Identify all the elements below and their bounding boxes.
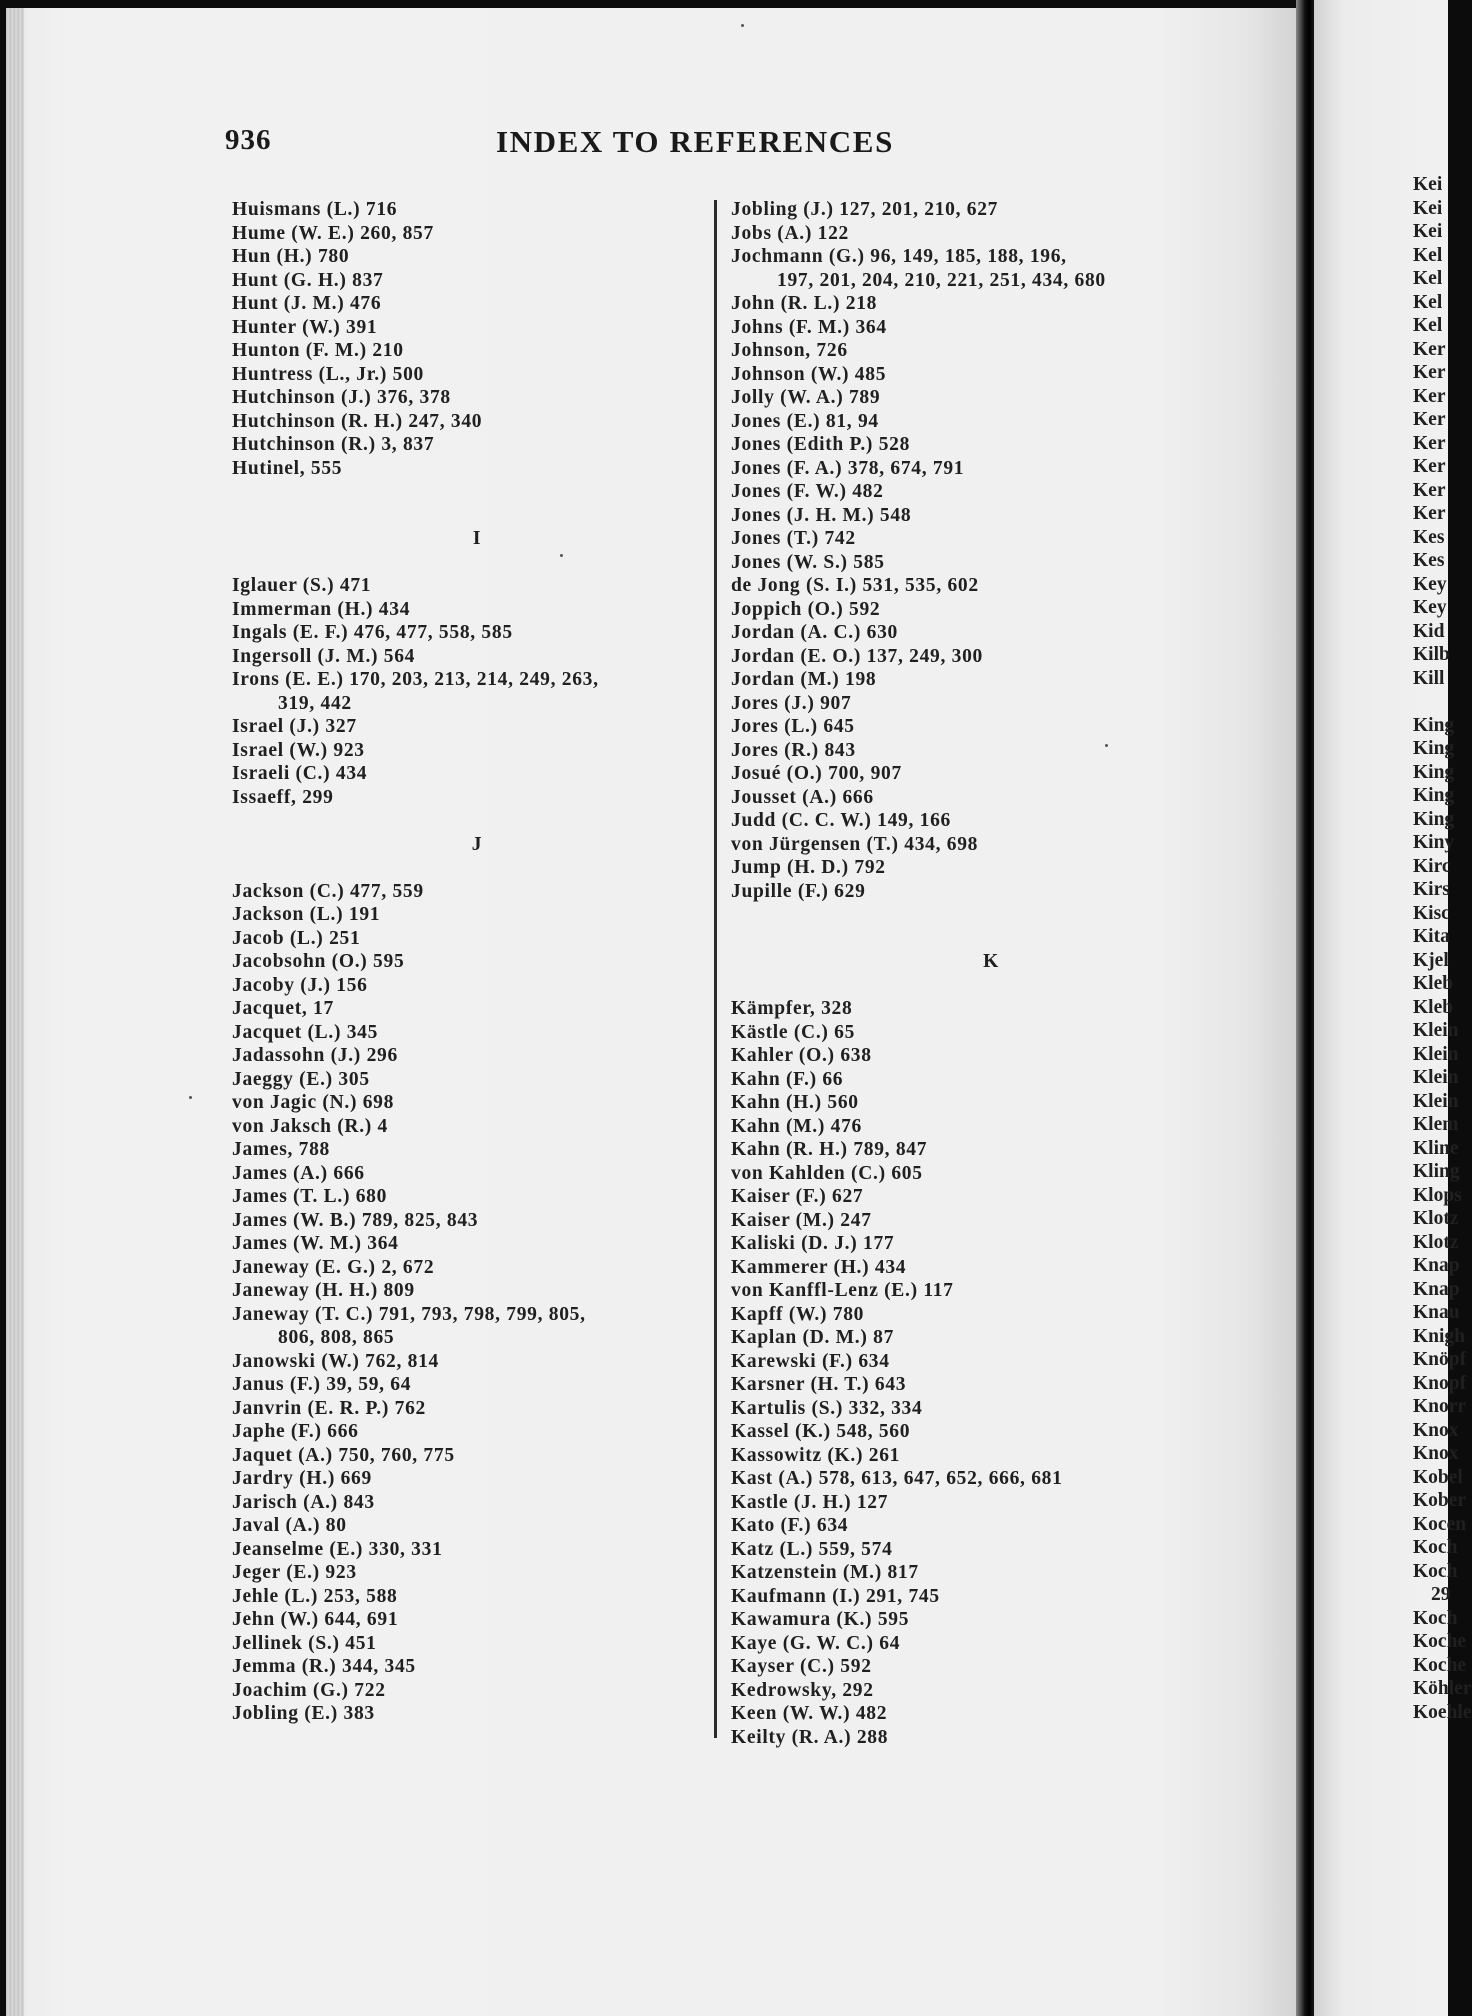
spacer	[232, 551, 722, 575]
facing-page-entry-fragment: Kel	[1413, 315, 1443, 336]
index-entry: Joppich (O.) 592	[731, 598, 881, 620]
index-entry: Irons (E. E.) 170, 203, 213, 214, 249, 263,	[232, 669, 599, 690]
facing-page-entry-fragment: Klops	[1413, 1184, 1462, 1206]
index-entry: Jump (H. D.) 792	[731, 857, 886, 878]
facing-page-entry-fragment: Kita	[1413, 926, 1450, 947]
index-entry: von Jürgensen (T.) 434, 698	[731, 833, 979, 855]
index-entry: James (W. B.) 789, 825, 843	[232, 1209, 479, 1231]
index-entry: Jordan (A. C.) 630	[731, 622, 898, 643]
index-entry: Jackson (C.) 477, 559	[232, 880, 424, 902]
column-divider	[714, 200, 717, 1738]
facing-page-entry-fragment: Kes	[1413, 550, 1445, 571]
facing-page-entry-fragment: Klotz	[1413, 1231, 1459, 1253]
index-entry: Israel (J.) 327	[232, 716, 357, 737]
index-entry: Hun (H.) 780	[232, 246, 350, 267]
index-entry: Kästle (C.) 65	[731, 1021, 856, 1043]
index-entry: Katz (L.) 559, 574	[731, 1538, 893, 1560]
facing-page-entry-fragment: Koch	[1413, 1537, 1458, 1558]
facing-page-entry-fragment: King	[1413, 808, 1455, 830]
facing-page-entry-fragment: King	[1413, 738, 1455, 759]
index-entry: Jeanselme (E.) 330, 331	[232, 1538, 443, 1560]
index-entry: James (T. L.) 680	[232, 1186, 388, 1207]
index-entry: Kaiser (F.) 627	[731, 1186, 864, 1207]
index-entry: Judd (C. C. W.) 149, 166	[731, 810, 951, 831]
facing-page-entry-fragment: Kel	[1413, 268, 1443, 289]
index-entry: Jacoby (J.) 156	[232, 974, 368, 996]
index-entry: de Jong (S. I.) 531, 535, 602	[731, 575, 979, 596]
index-entry: Jousset (A.) 666	[731, 786, 874, 808]
facing-page-entry-fragment: Kel	[1413, 291, 1443, 313]
facing-page-entry-fragment: Knopf	[1413, 1372, 1467, 1394]
index-entry: Jobling (J.) 127, 201, 210, 627	[731, 199, 999, 220]
facing-page-entry-fragment: Knigh	[1413, 1325, 1466, 1347]
facing-page-entry-fragment: Knox	[1413, 1419, 1459, 1441]
index-entry: Kaliski (D. J.) 177	[731, 1233, 895, 1254]
index-entry: Kahn (F.) 66	[731, 1068, 844, 1090]
facing-page-entry-fragment: Klotz	[1413, 1208, 1459, 1229]
paper-speck	[189, 1096, 192, 1099]
index-entry: Huntress (L., Jr.) 500	[232, 363, 424, 385]
index-entry: Kawamura (K.) 595	[731, 1609, 910, 1630]
index-entry: Jellinek (S.) 451	[232, 1632, 377, 1654]
index-entry-continuation: 197, 201, 204, 210, 221, 251, 434, 680	[777, 269, 1106, 291]
index-entry: Hutinel, 555	[232, 457, 343, 479]
paper-speck	[741, 24, 744, 27]
index-entry: Jadassohn (J.) 296	[232, 1045, 398, 1066]
index-entry-continuation: 806, 808, 865	[278, 1327, 395, 1348]
facing-page-entry-fragment: Kline	[1413, 1137, 1459, 1159]
index-entry: Jackson (L.) 191	[232, 904, 381, 925]
index-entry: Jobling (E.) 383	[232, 1703, 375, 1724]
index-entry: Jordan (M.) 198	[731, 669, 877, 690]
index-entry: Jeger (E.) 923	[232, 1562, 357, 1583]
index-entry: Jaeggy (E.) 305	[232, 1068, 370, 1090]
index-entry: Kastle (J. H.) 127	[731, 1491, 889, 1513]
index-entry: Johns (F. M.) 364	[731, 316, 887, 338]
facing-page-entry-fragment: 29	[1431, 1584, 1451, 1605]
index-entry: Janus (F.) 39, 59, 64	[232, 1374, 412, 1395]
index-entry: Jupille (F.) 629	[731, 880, 866, 902]
facing-page-entry-fragment: Ker	[1413, 338, 1446, 360]
index-entry: Hunton (F. M.) 210	[232, 340, 404, 361]
index-entry: Kahn (R. H.) 789, 847	[731, 1139, 928, 1160]
running-head: INDEX TO REFERENCES	[496, 124, 894, 159]
index-entry: Karsner (H. T.) 643	[731, 1374, 907, 1395]
index-entry: Kapff (W.) 780	[731, 1303, 865, 1325]
index-entry: Kartulis (S.) 332, 334	[731, 1397, 923, 1419]
section-letter: I	[472, 528, 482, 549]
facing-page-column-fragment	[1413, 173, 1472, 1724]
facing-page-entry-fragment: Kel	[1413, 244, 1443, 266]
index-entry: Hutchinson (R.) 3, 837	[232, 434, 435, 455]
index-entry: Kast (A.) 578, 613, 647, 652, 666, 681	[731, 1468, 1063, 1489]
index-entry: Israeli (C.) 434	[232, 763, 368, 784]
index-entry: Keen (W. W.) 482	[731, 1703, 888, 1724]
facing-page-entry-fragment: Knau	[1413, 1302, 1460, 1323]
index-entry: Kaiser (M.) 247	[731, 1209, 872, 1231]
facing-page-entry-fragment: Knorr	[1413, 1396, 1467, 1417]
facing-page-entry-fragment: Klein	[1413, 1020, 1459, 1041]
spacer	[232, 480, 722, 527]
facing-page-entry-fragment: Klein	[1413, 1067, 1459, 1088]
facing-page-entry-fragment: Koch	[1413, 1607, 1458, 1629]
index-entry: Hutchinson (J.) 376, 378	[232, 387, 451, 408]
paper-speck	[560, 554, 563, 557]
facing-page-entry-fragment: Kober	[1413, 1490, 1467, 1511]
index-entry: Jarisch (A.) 843	[232, 1491, 375, 1513]
spacer	[232, 856, 722, 880]
index-entry: Jones (E.) 81, 94	[731, 410, 879, 432]
facing-page-entry-fragment: Key	[1413, 597, 1447, 618]
index-entry: Jacquet, 17	[232, 998, 334, 1019]
index-entry: Kaye (G. W. C.) 64	[731, 1632, 901, 1654]
index-entry: Jacobsohn (O.) 595	[232, 951, 405, 972]
index-entry: Janeway (E. G.) 2, 672	[232, 1256, 435, 1278]
index-entry: Hunt (G. H.) 837	[232, 269, 384, 291]
facing-page-entry-fragment: Kleb	[1413, 996, 1454, 1018]
facing-page-entry-fragment: Kei	[1413, 221, 1443, 242]
index-entry: Jones (J. H. M.) 548	[731, 504, 912, 526]
index-entry: Jones (F. W.) 482	[731, 481, 884, 502]
index-entry: John (R. L.) 218	[731, 293, 878, 314]
paper-speck	[1105, 744, 1108, 747]
index-entry: Issaeff, 299	[232, 786, 334, 808]
index-entry: Kayser (C.) 592	[731, 1656, 872, 1677]
facing-page-entry-fragment: Kiny	[1413, 832, 1455, 853]
index-entry: Kaplan (D. M.) 87	[731, 1327, 895, 1348]
facing-page-entry-fragment: Kilb	[1413, 644, 1450, 665]
facing-page-entry-fragment: Ker	[1413, 432, 1446, 454]
index-entry: Jacob (L.) 251	[232, 927, 361, 949]
index-column-right	[731, 198, 1251, 1749]
index-entry: Jehn (W.) 644, 691	[232, 1609, 399, 1630]
facing-page-entry-fragment: Kill	[1413, 667, 1445, 689]
facing-page-entry-fragment: Ker	[1413, 409, 1446, 430]
index-entry: von Jagic (N.) 698	[232, 1092, 395, 1113]
index-entry: Jaquet (A.) 750, 760, 775	[232, 1444, 455, 1466]
index-entry: Javal (A.) 80	[232, 1515, 347, 1536]
index-entry: Jones (W. S.) 585	[731, 551, 885, 573]
facing-page-entry-fragment: Ker	[1413, 385, 1446, 407]
index-entry: Kahn (M.) 476	[731, 1115, 862, 1137]
facing-page-entry-fragment: Klein	[1413, 1090, 1459, 1112]
facing-page-entry-fragment: Knap	[1413, 1255, 1460, 1276]
index-entry: Kedrowsky, 292	[731, 1679, 874, 1701]
facing-page-entry-fragment: Kleb	[1413, 973, 1454, 994]
facing-page-entry-fragment: Kirs	[1413, 879, 1450, 900]
facing-page-entry-fragment: Ker	[1413, 503, 1446, 524]
facing-page-entry-fragment: Koehle	[1413, 1701, 1472, 1723]
index-entry: Janvrin (E. R. P.) 762	[232, 1397, 426, 1419]
facing-page-entry-fragment: Klein	[1413, 1043, 1459, 1065]
index-entry: Japhe (F.) 666	[232, 1421, 359, 1442]
index-entry: Huismans (L.) 716	[232, 199, 398, 220]
facing-page-entry-fragment: Koch	[1413, 1560, 1458, 1582]
index-entry: Katzenstein (M.) 817	[731, 1562, 919, 1583]
section-letter: J	[471, 833, 483, 855]
page-edge	[6, 8, 24, 2016]
page-number: 936	[225, 124, 272, 156]
index-entry: Jochmann (G.) 96, 149, 185, 188, 196,	[731, 246, 1067, 267]
index-entry: Hume (W. E.) 260, 857	[232, 222, 434, 244]
index-entry: Kaufmann (I.) 291, 745	[731, 1585, 940, 1607]
index-entry: Jones (F. A.) 378, 674, 791	[731, 457, 965, 479]
index-entry: Kassel (K.) 548, 560	[731, 1421, 911, 1442]
facing-page-entry-fragment: Ker	[1413, 362, 1446, 383]
spacer	[232, 809, 722, 833]
index-entry: Ingals (E. F.) 476, 477, 558, 585	[232, 622, 513, 643]
spacer	[731, 903, 1251, 950]
index-entry: Hunt (J. M.) 476	[232, 293, 382, 314]
index-entry: Hunter (W.) 391	[232, 316, 378, 338]
index-entry: Jores (R.) 843	[731, 739, 856, 761]
facing-page-entry-fragment: Ker	[1413, 456, 1446, 477]
index-entry: Josué (O.) 700, 907	[731, 763, 902, 784]
index-entry: Kato (F.) 634	[731, 1515, 849, 1536]
index-entry: Janowski (W.) 762, 814	[232, 1350, 440, 1372]
index-entry: von Jaksch (R.) 4	[232, 1115, 388, 1137]
section-letter: K	[983, 951, 999, 972]
index-entry: Jones (T.) 742	[731, 528, 856, 549]
index-entry: Karewski (F.) 634	[731, 1350, 890, 1372]
facing-page-entry-fragment: King	[1413, 761, 1455, 783]
facing-page-entry-fragment: Knox	[1413, 1443, 1459, 1464]
facing-page-entry-fragment: Kjel	[1413, 949, 1449, 971]
index-entry: Jacquet (L.) 345	[232, 1021, 379, 1043]
facing-page-entry-fragment: Kocen	[1413, 1513, 1467, 1535]
index-entry: Jones (Edith P.) 528	[731, 434, 911, 455]
index-entry: Iglauer (S.) 471	[232, 575, 372, 596]
index-entry: Kammerer (H.) 434	[731, 1256, 907, 1278]
index-entry: Hutchinson (R. H.) 247, 340	[232, 410, 483, 432]
facing-page-entry-fragment: Köhler	[1413, 1678, 1472, 1699]
index-entry: Jordan (E. O.) 137, 249, 300	[731, 645, 983, 667]
index-entry: Jobs (A.) 122	[731, 222, 849, 244]
index-entry: Joachim (G.) 722	[232, 1679, 386, 1701]
index-entry-continuation: 319, 442	[278, 692, 352, 714]
index-entry: Jolly (W. A.) 789	[731, 387, 881, 408]
index-entry: Johnson, 726	[731, 340, 848, 361]
index-entry: Kämpfer, 328	[731, 998, 853, 1019]
facing-page-entry-fragment: Kei	[1413, 197, 1443, 219]
spacer	[1413, 690, 1472, 714]
facing-page-entry-fragment: Knap	[1413, 1278, 1460, 1300]
index-entry: Jores (J.) 907	[731, 692, 852, 714]
index-column-left	[232, 198, 722, 1726]
index-entry: Kassowitz (K.) 261	[731, 1444, 901, 1466]
index-entry: Ingersoll (J. M.) 564	[232, 645, 416, 667]
facing-page-entry-fragment: Kei	[1413, 174, 1443, 195]
index-entry: James, 788	[232, 1139, 330, 1160]
index-entry: von Kahlden (C.) 605	[731, 1162, 923, 1184]
facing-page-entry-fragment: Kid	[1413, 620, 1445, 642]
index-entry: Immerman (H.) 434	[232, 598, 411, 620]
facing-page-entry-fragment: Klem	[1413, 1114, 1459, 1135]
index-entry: Jehle (L.) 253, 588	[232, 1585, 398, 1607]
facing-page-entry-fragment: Knöpf	[1413, 1349, 1467, 1370]
facing-page-entry-fragment: Kling	[1413, 1161, 1460, 1182]
facing-page-entry-fragment: Key	[1413, 573, 1447, 595]
facing-page-entry-fragment: Koche	[1413, 1631, 1467, 1652]
spacer	[731, 974, 1251, 998]
index-entry: Janeway (T. C.) 791, 793, 798, 799, 805,	[232, 1303, 586, 1325]
facing-page-entry-fragment: Kisc	[1413, 902, 1450, 924]
index-entry: Jemma (R.) 344, 345	[232, 1656, 416, 1677]
index-entry: Israel (W.) 923	[232, 739, 365, 761]
facing-page-entry-fragment: Kirc	[1413, 855, 1451, 877]
index-entry: von Kanffl-Lenz (E.) 117	[731, 1280, 954, 1301]
facing-page-entry-fragment: King	[1413, 714, 1455, 736]
index-entry: James (W. M.) 364	[232, 1233, 399, 1254]
index-entry: Janeway (H. H.) 809	[232, 1280, 415, 1301]
facing-page-entry-fragment: Kobel	[1413, 1466, 1463, 1488]
index-entry: Kahn (H.) 560	[731, 1092, 859, 1113]
index-entry: James (A.) 666	[232, 1162, 365, 1184]
index-entry: Jardry (H.) 669	[232, 1468, 372, 1489]
facing-page-entry-fragment: King	[1413, 785, 1455, 806]
index-entry: Johnson (W.) 485	[731, 363, 887, 385]
facing-page-entry-fragment: Koche	[1413, 1654, 1467, 1676]
facing-page-entry-fragment: Kes	[1413, 526, 1445, 548]
facing-page-entry-fragment: Ker	[1413, 479, 1446, 501]
index-entry: Jores (L.) 645	[731, 716, 855, 737]
index-entry: Keilty (R. A.) 288	[731, 1726, 889, 1748]
index-entry: Kahler (O.) 638	[731, 1045, 872, 1066]
